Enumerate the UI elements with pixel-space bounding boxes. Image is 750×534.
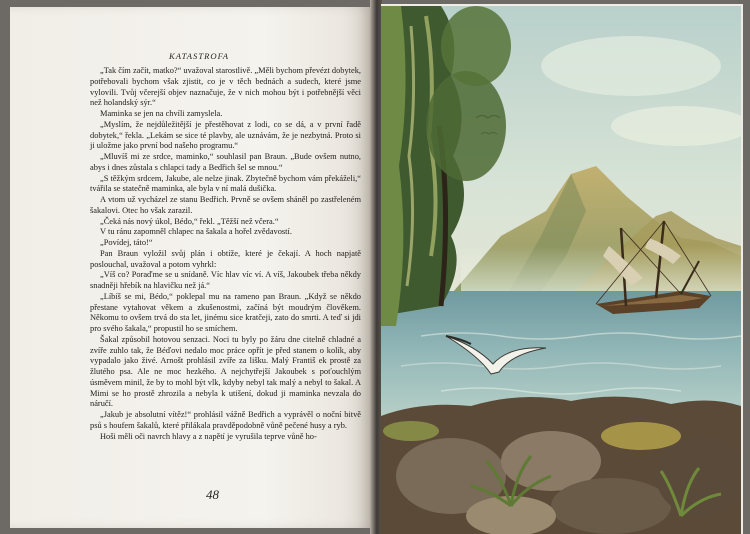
body-text — [90, 66, 361, 442]
paragraph: „S těžkým srdcem, Jakube, ale nelze jinak. Zbytečně bychom vám překáželi,“ tvářila se statečně maminka, ale byla v ní malá dušička. — [90, 173, 361, 194]
running-head: KATASTROFA — [169, 51, 229, 61]
paragraph: „Líbíš se mi, Bédo,“ poklepal mu na rameno pan Braun. „Když se někdo přestane vytahovat věkem a zkušenostmi, začíná být moudrým člověkem. Někomu to ovšem trvá do sta let, jinému sice kratčeji, zato do smrti. A teď si jdi pro svého šakala,“ propustil ho se smíchem. — [90, 291, 361, 333]
paragraph: A vtom už vycházel ze stanu Bedřich. Prvně se ovšem sháněl po zastřeleném šakalovi. Otec ho však zarazil. — [90, 195, 361, 215]
paragraph: „Čeká nás nový úkol, Bédo,“ řekl. „Těžší než včera.“ — [100, 216, 279, 226]
cloud — [541, 36, 721, 96]
paragraph: „Víš co? Poraďme se u snídaně. Víc hlav víc ví. A víš, Jakoubek třeba někdy snadněji hřebík na hlavičku než já.“ — [90, 270, 361, 290]
paragraph: Maminka se jen na chvíli zamyslela. — [100, 109, 223, 118]
paragraph: V tu ránu zapomněl chlapec na šakala a hořel zvědavostí. — [100, 227, 292, 237]
left-page — [10, 7, 372, 528]
paragraph: „Mluvíš mi ze srdce, maminko,“ souhlasil pan Braun. „Bude ovšem nutno, abys i dnes zůstala s chlapci tady a Bedřich šel se mnou.“ — [90, 152, 361, 172]
ship-illustration — [381, 6, 741, 534]
paragraph: „Jakub je absolutní vítěz!“ prohlásil vážně Bedřich a vyprávěl o noční bitvě psů s houfem šakalů, které přilákala pravděpodobně vůně pečené husy a ryb. — [90, 410, 361, 430]
paragraph: Hoši měli oči navrch hlavy a z napětí je vyrušila teprve vůně ho- — [100, 431, 317, 441]
right-page — [381, 4, 743, 534]
page-number: 48 — [206, 487, 219, 502]
paragraph: „Myslím, že nejdůležitější je přestěhovat z lodi, co se dá, a v první řadě dobytek,“ řekla. „Lekám se sice té plavby, ale uznávám, že je nezbytná. Proto si ji uložme jako první bod našeho programu.“ — [90, 119, 361, 151]
paragraph: Pan Braun vyložil svůj plán i obtíže, které je čekají. A hoch napjatě poslouchal, uvažoval a potom vyhrkl: — [90, 248, 361, 269]
paragraph: „Tak čím začít, matko?“ uvažoval starostlivě. „Měli bychom převézt dobytek, potřebovali bychom však zjistit, co je v těch bednách a sudech, které jsme vylovili. Tvůj včerejší objev naznačuje, že v nich mohou být i potřebnější věci než holandský sýr.“ — [90, 66, 361, 108]
paragraph: Šakal způsobil hotovou senzaci. Noci tu byly po žáru dne citelně chladné a zvíře zuhlo tak, že Béďovi nedalo moc práce opřít je před stanem o kolík, aby vypadalo jako živé. Arnošt prohlásil zvíře za lišku. Malý Františ ek prostě za žlutého psa. Ale ne moc hezkého. A nejchytřejší Jakoubek s poťouchlým úsměvem minil, že by to mohl být vlk, kdyby nebyl tak malý a nebyl to šakal. A Mimi se ho prostě zhrozila a nebyla k utišení, dokud ji maminka nevzala do náručí. — [90, 334, 361, 409]
foliage — [426, 71, 506, 181]
moss — [383, 421, 439, 441]
foliage — [441, 6, 511, 86]
rock — [551, 478, 671, 534]
paragraph: „Povídej, táto!“ — [100, 238, 153, 247]
moss — [601, 422, 681, 450]
